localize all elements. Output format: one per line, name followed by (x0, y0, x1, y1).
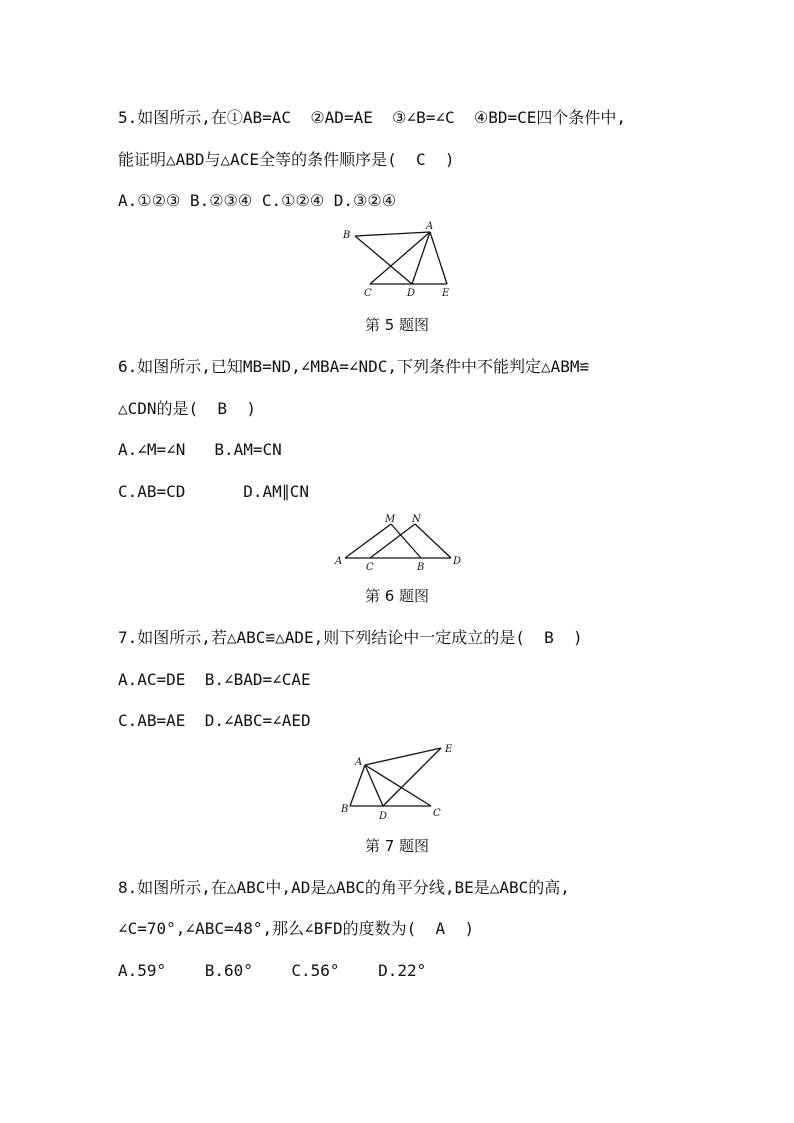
q6-option-row-1: A.∠M=∠N B.AM=CN (118, 440, 282, 459)
q8-stem-line-1: 8.如图所示,在△ABC中,AD是△ABC的角平分线,BE是△ABC的高, (118, 878, 570, 897)
q6-label-a: A (335, 556, 343, 567)
q7-stem: 7.如图所示,若△ABC≌△ADE,则下列结论中一定成立的是( B ) (118, 628, 583, 647)
q6-figure-caption: 第 6 题图 (364, 587, 430, 605)
q5-label-c: C (364, 288, 372, 299)
q6-stem-line-1: 6.如图所示,已知MB=ND,∠MBA=∠NDC,下列条件中不能判定△ABM≌ (118, 357, 590, 376)
q5-figure (335, 222, 465, 302)
q6-label-d: D (453, 556, 462, 567)
q6-label-n: N (412, 514, 421, 525)
q7-label-e: E (445, 744, 453, 755)
q6-figure (333, 508, 463, 578)
q7-label-c: C (433, 808, 441, 819)
q5-label-b: B (343, 230, 351, 241)
q7-figure (335, 738, 465, 826)
q5-stem-line-2: 能证明△ABD与△ACE全等的条件顺序是( C ) (118, 150, 455, 169)
q5-label-e: E (442, 288, 450, 299)
q5-label-a: A (426, 221, 434, 232)
q5-options: A.①②③ B.②③④ C.①②④ D.③②④ (118, 191, 397, 210)
q7-option-row-1: A.AC=DE B.∠BAD=∠CAE (118, 670, 311, 689)
q6-option-row-2: C.AB=CD D.AM∥CN (118, 482, 310, 501)
q6-label-c: C (366, 562, 374, 573)
q7-option-row-2: C.AB=AE D.∠ABC=∠AED (118, 711, 311, 730)
q8-stem-line-2: ∠C=70°,∠ABC=48°,那么∠BFD的度数为( A ) (118, 919, 475, 938)
q6-label-b: B (417, 562, 425, 573)
q6-stem-line-2: △CDN的是( B ) (118, 399, 256, 418)
q6-label-m: M (385, 514, 396, 525)
q8-options: A.59° B.60° C.56° D.22° (118, 961, 427, 980)
q5-stem-line-1: 5.如图所示,在①AB=AC ②AD=AE ③∠B=∠C ④BD=CE四个条件中, (118, 108, 627, 127)
q7-label-a: A (355, 757, 363, 768)
q7-figure-caption: 第 7 题图 (364, 837, 430, 855)
q5-label-d: D (407, 288, 416, 299)
q7-label-b: B (341, 804, 349, 815)
q5-figure-caption: 第 5 题图 (364, 316, 430, 334)
q7-label-d: D (379, 811, 388, 822)
